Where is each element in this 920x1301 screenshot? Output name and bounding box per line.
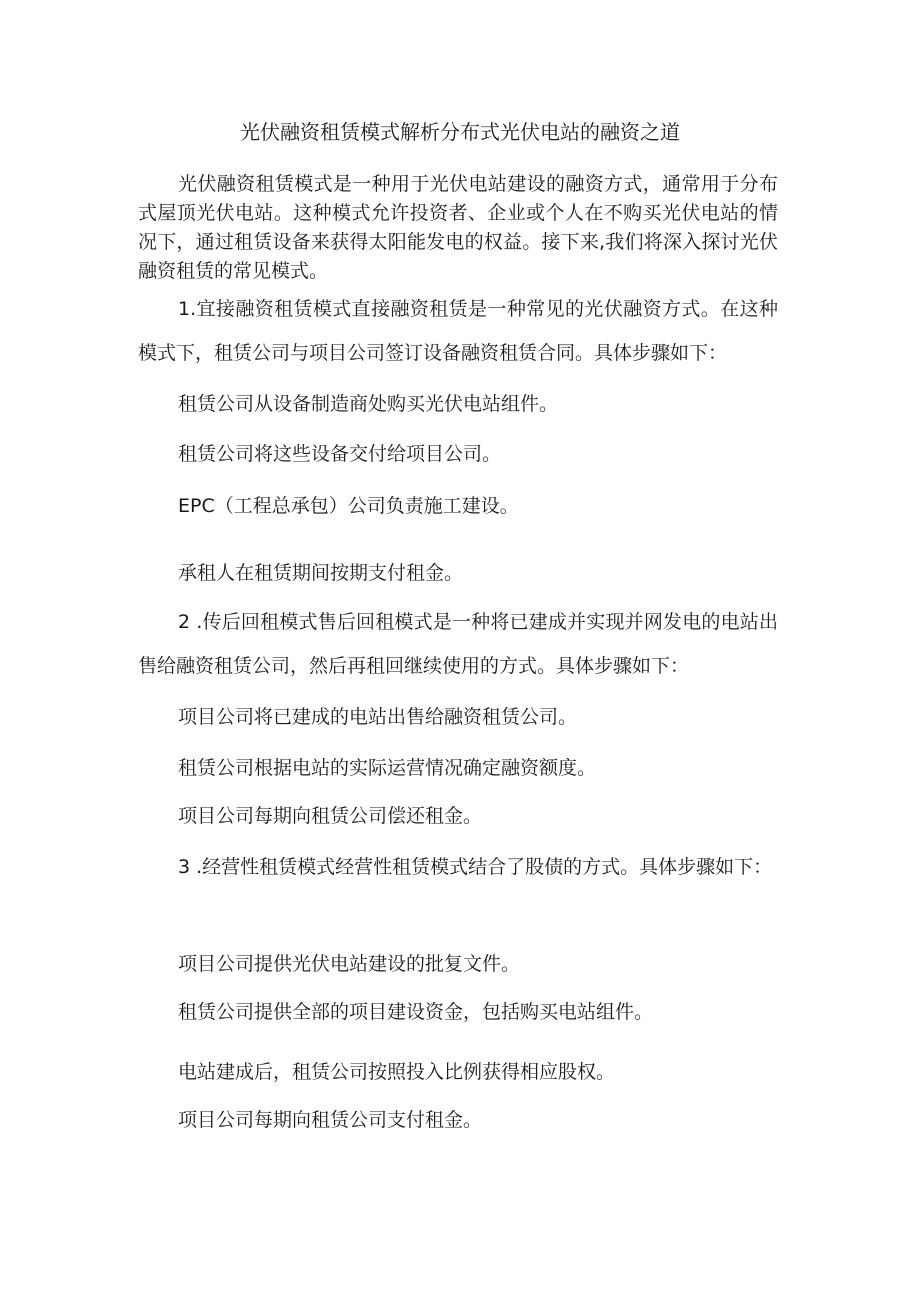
section-1-step-4: 承租人在租赁期间按期支付租金。	[178, 562, 464, 584]
section-1-step-2: 租赁公司将这些设备交付给项目公司。	[178, 443, 502, 465]
section-3-step-2: 租赁公司提供全部的项目建设资金，包括购买电站组件。	[178, 1001, 654, 1023]
section-1-step-3: EPC（工程总承包）公司负责施工建设。	[178, 495, 519, 517]
section-2-step-2: 租赁公司根据电站的实际运营情况确定融资额度。	[178, 757, 597, 779]
section-3-heading: 3 .经营性租赁模式经营性租赁模式结合了股债的方式。具体步骤如下：	[178, 856, 773, 878]
intro-paragraph: 光伏融资租赁模式是一种用于光伏电站建设的融资方式，通常用于分布式屋顶光伏电站。这种模式允许投资者、企业或个人在不购买光伏电站的情况下，通过租赁设备来获得太阳能发电的权益。接下来,我们将深入探讨光伏融资租赁的常见模式。	[138, 173, 778, 282]
section-3-step-3: 电站建成后，租赁公司按照投入比例获得相应股权。	[178, 1061, 616, 1083]
section-3-step-1: 项目公司提供光伏电站建设的批复文件。	[178, 953, 521, 975]
section-2-step-3: 项目公司每期向租赁公司偿还租金。	[178, 805, 483, 827]
document-title: 光伏融资租赁模式解析分布式光伏电站的融资之道	[240, 120, 680, 144]
section-1-step-1: 租赁公司从设备制造商处购买光伏电站组件。	[178, 393, 559, 415]
section-2-heading: 2 .传后回租模式售后回租模式是一种将已建成并实现并网发电的电站出售给融资租赁公司，然后再租回继续使用的方式。具体步骤如下：	[138, 611, 778, 677]
section-3-step-4: 项目公司每期向租赁公司支付租金。	[178, 1109, 483, 1131]
section-2-step-1: 项目公司将已建成的电站出售给融资租赁公司。	[178, 706, 578, 728]
section-1-heading: 1.宜接融资租赁模式直接融资租赁是一种常见的光伏融资方式。在这种模式下，租赁公司与项目公司签订设备融资租赁合同。具体步骤如下：	[138, 298, 778, 364]
